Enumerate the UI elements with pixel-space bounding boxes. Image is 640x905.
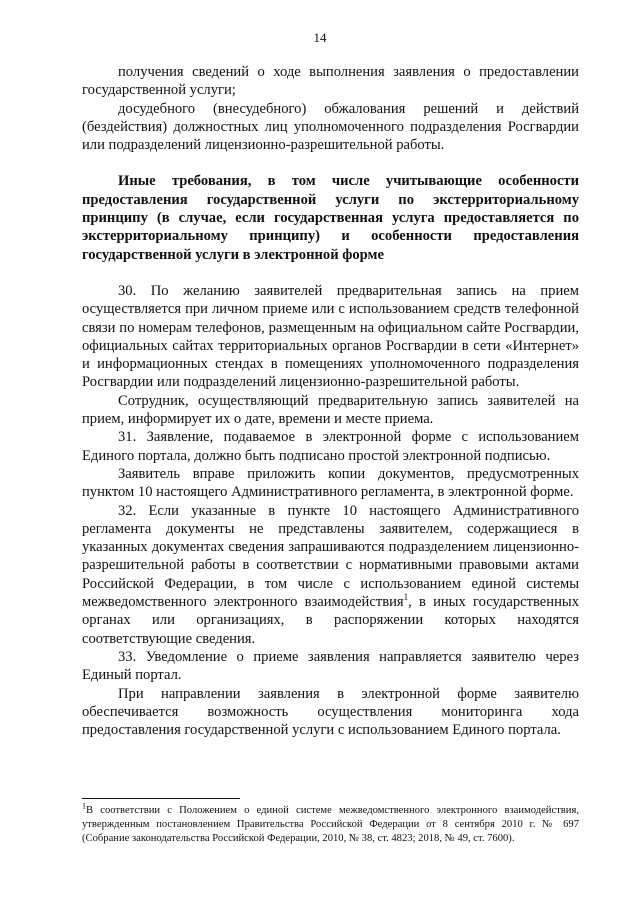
paragraph-30: 30. По желанию заявителей предварительная запись на прием осуществляется при личном приеме или с использованием средств телефонной связи по номерам телефонов, размещенным на официальном сайте Росгвардии, официальных сайтах территориальных органов Росгвардии в сети «Интернет» и информационных стендах в помещениях уполномоченного подразделения Росгвардии или подразделений лицензионно-разрешительной работы. <box>82 282 579 391</box>
paragraph-status-info: получения сведений о ходе выполнения заявления о предоставлении государственной услуги; <box>82 64 579 99</box>
page-number: 14 <box>313 30 327 45</box>
paragraph-32 <box>82 502 579 648</box>
paragraph-31: 31. Заявление, подаваемое в электронной форме с использованием Единого портала, должно быть подписано простой электронной подписью. <box>82 429 579 464</box>
paragraph-32-text-start: 32. Если указанные в пункте 10 настоящего Административного регламента документы не представлены заявителем, содержащиеся в указанных документах сведения запрашиваются подразделением лицензионно-разрешительной работы в соответствии с нормативными правовыми актами Российской Федерации, в том числе с использованием единой системы межведомственного электронного взаимодействия <box>82 502 579 611</box>
section-heading: Иные требования, в том числе учитывающие особенности предоставления государственной услуги по экстерриториальному принципу (в случае, если государственная услуга предоставляется по экстерриториальному принципу) и особенности предоставления государственной услуги в электронной форме <box>82 173 579 263</box>
footnote-marker: 1 <box>82 801 86 811</box>
paragraph-31-attachments: Заявитель вправе приложить копии документов, предусмотренных пунктом 10 настоящего Административного регламента, в электронной форме. <box>82 465 579 501</box>
paragraph-33-monitoring: При направлении заявления в электронной форме заявителю обеспечивается возможность осуществления мониторинга хода предоставления государственной услуги с использованием Единого портала. <box>82 685 579 739</box>
footnote-text: В соответствии с Положением о единой системе межведомственного электронного взаимодействия, утвержденным постановлением Правительства Российской Федерации от 8 сентября 2010 г. № 697 (Собрание законодательства Российской Федерации, 2010, № 38, ст. 4823; 2018, № 49, ст. 7600). <box>82 805 579 844</box>
footnote-separator <box>82 798 240 799</box>
paragraph-33: 33. Уведомление о приеме заявления направляется заявителю через Единый портал. <box>82 648 579 684</box>
paragraph-32-text-end: , в иных государственных органах или организациях, в распоряжении которых находятся соответствующие сведения. <box>82 594 579 647</box>
footnote <box>82 801 579 846</box>
document-body <box>82 63 579 739</box>
paragraph-30-staff: Сотрудник, осуществляющий предварительную запись заявителей на прием, информирует их о дате, времени и месте приема. <box>82 392 579 428</box>
footnote-reference: 1 <box>403 592 409 603</box>
paragraph-appeal: досудебного (внесудебного) обжалования решений и действий (бездействия) должностных лиц уполномоченного подразделения Росгвардии или подразделений лицензионно-разрешительной работы. <box>82 100 579 154</box>
